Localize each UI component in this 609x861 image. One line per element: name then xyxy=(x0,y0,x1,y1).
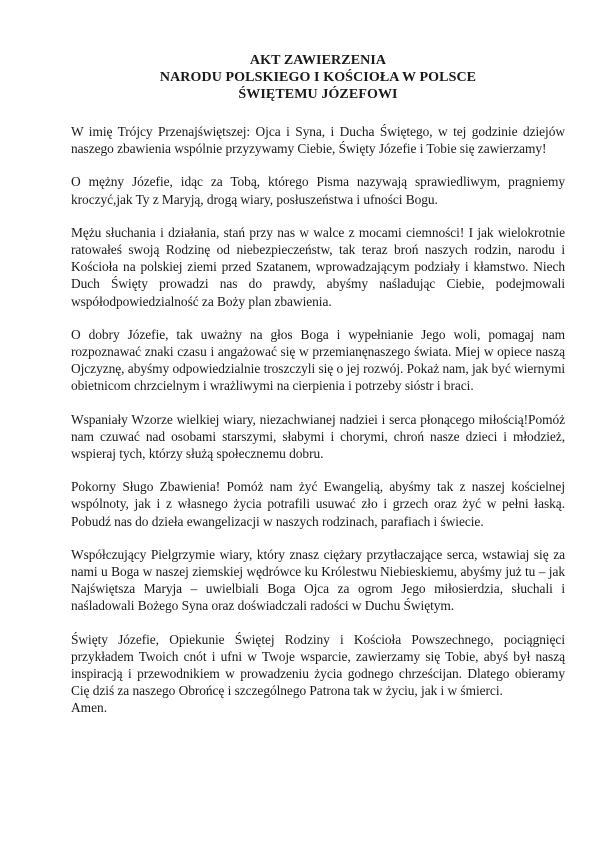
closing-amen: Amen. xyxy=(71,700,108,716)
paragraph-humble-servant: Pokorny Sługo Zbawienia! Pomóż nam żyć Ewangelią, abyśmy tak z naszej kościelnej wspólnoty, jak i z własnego życia potrafili usuwać zło i grzech oraz żyć w pełni łaską. Pobudź nas do dzieła ewangelizacji w naszych rodzinach, parafiach i świecie. xyxy=(71,479,565,529)
paragraph-model-of-faith: Wspaniały Wzorze wielkiej wiary, niezachwianej nadziei i serca płonącego miłością!Pomóż nam czuwać nad osobami starszymi, słabymi i chorymi, chroń nasze dzieci i młodzież, wspieraj tych, którzy służą społecznemu dobru. xyxy=(71,411,565,462)
paragraph-good-joseph: O dobry Józefie, tak uważny na głos Boga i wypełnianie Jego woli, pomagaj nam rozpoznawać znaki czasu i angażować się w przemianęnaszego świata. Miej w opiece naszą Ojczyznę, abyśmy odpowiedzialnie troszczyli się o jej rozwój. Pokaż nam, jak być wiernymi obietnicom chrzcielnym i wrażliwymi na cierpienia i potrzeby sióstr i braci. xyxy=(71,326,565,394)
document-title xyxy=(71,52,565,103)
paragraph-entrustment: Święty Józefie, Opiekunie Świętej Rodziny i Kościoła Powszechnego, pociągnięci przykładem Twoich cnót i ufni w Twoje wsparcie, zawierzamy się Tobie, abyś był naszą inspiracją i przewodnikiem w prowadzeniu życia godnego chrześcijan. Dlatego obieramy Cię dziś za naszego Obrońcę i szczególnego Patrona tak w życiu, jak i w śmierci. xyxy=(71,631,565,699)
title-line-2: NARODU POLSKIEGO I KOŚCIOŁA W POLSCE xyxy=(159,70,477,85)
title-line-3: ŚWIĘTEMU JÓZEFOWI xyxy=(238,87,398,102)
paragraph-courageous-joseph: O mężny Józefie, idąc za Tobą, którego Pisma nazywają sprawiedliwym, pragniemy kroczyć,jak Ty z Maryją, drogą wiary, posłuszeństwa i ufności Bogu. xyxy=(71,174,565,207)
title-line-1: AKT ZAWIERZENIA xyxy=(249,53,387,68)
paragraph-invocation: W imię Trójcy Przenajświętszej: Ojca i Syna, i Ducha Świętego, w tej godzinie dziejów naszego zbawienia wspólnie przyzywamy Ciebie, Święty Józefie i Tobie się zawierzamy! xyxy=(71,124,565,157)
paragraph-man-of-listening: Mężu słuchania i działania, stań przy nas w walce z mocami ciemności! I jak wielokrotnie ratowałeś swoją Rodzinę od niebezpieczeństw, tak teraz broń naszych rodzin, narodu i Kościoła na polskiej ziemi przed Szatanem, wprowadzającym podziały i kłamstwo. Niech Duch Święty prowadzi nas do prawdy, abyśmy naśladując Ciebie, podejmowali współodpowiedzialność za Boży plan zbawienia. xyxy=(71,224,565,309)
paragraph-pilgrim-of-faith: Współczujący Pielgrzymie wiary, który znasz ciężary przytłaczające serca, wstawiaj się za nami u Boga w naszej ziemskiej wędrówce ku Królestwu Niebieskiemu, abyśmy już tu – jak Najświętsza Maryja – uwielbiali Boga Ojca za ogrom Jego miłosierdzia, słuchali i naśladowali Bożego Syna oraz doświadczali radości w Duchu Świętym. xyxy=(71,546,565,614)
